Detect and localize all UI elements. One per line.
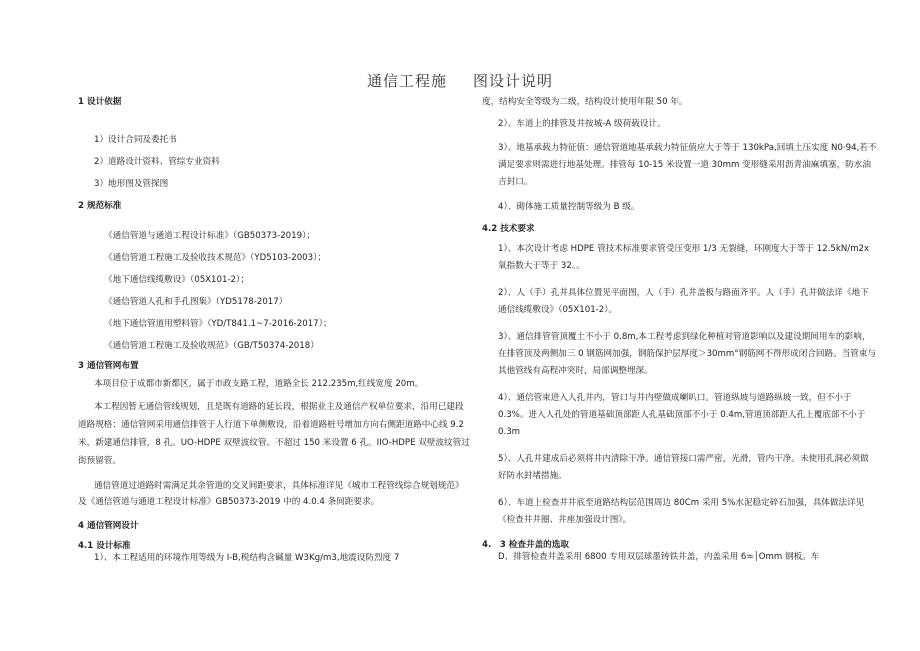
paragraph: 2）道路设计资料、管综专业资料 [94,157,220,167]
paragraph: 1）设计合同及委托书 [94,135,177,145]
section-heading: 4 通信管网设计 [78,521,139,531]
paragraph: 通信管道过道路时需满足其余管道的交叉间距要求，具体标准详见《城市工程管线综合规划规范》及《通信管道与通道工程设计标准》GB50373-2019 中的 4.0.4 条间距要求。 [78,481,464,507]
right-column [482,96,877,563]
paragraph: D、排管检查井盖采用 6800 专用双层球墨铸铁井盖，内盖采用 6=│Omm 钢板。车 [498,552,820,562]
title-right: 图设计说明 [473,72,554,90]
paragraph: 《通信管道工程施工及验收规范》（GB/T50374-2018） [104,341,319,351]
page-title [0,70,920,91]
paragraph: 《通信管道人孔和手孔图集》（YD5178-2017） [104,297,288,307]
paragraph: 1）、本工程适用的环境作用等级为 I-B,税结构含碱量 W3Kg/m3,地震设防烈度 7 [94,553,400,563]
paragraph: 本工程因暂无通信管线规划，且是既有道路的延长段，根据业主及通信产权单位要求，沿用已建段道路规格：通信管网采用通信排管于人行道下单侧敷设，沿着道路桩号增加方向右侧距道路中心线 9.2 米，新建通信排管，8 孔。UO-HDPE 双壁波纹管。不超过 150 米设置 6 孔。IIO-HDPE 双壁波纹管过街预留管。 [78,402,470,466]
title-left: 通信工程施 [366,72,447,90]
paragraph: 3）、通信排管管顶覆土不小于 0.8m,本工程考虑到绿化种植对管道影响以及建设期间用车的影响，在排管顶及两侧加三 0 钢筋网加强，钢筋保护层厚度＞30mm°钢筋网不得形成闭合回路。当管束与其他管线有高程冲突时，局部调整埋深。 [498,332,877,376]
paragraph: 3）地形图及管探图 [94,179,169,189]
paragraph: 《通信管道工程施工及验收技术规范》（YD5103-2003）； [104,253,326,263]
paragraph: 《通信管道与通道工程设计标准》（GB50373-2019）； [104,231,315,241]
section-heading: 1 设计依据 [78,97,122,107]
paragraph: 《地下通信线缆敷设》（05X101-2）； [104,275,249,285]
paragraph: 2）、车道上的排管及井按城-A 级荷载设计。 [498,119,666,129]
paragraph: 《地下通信管道用塑料管》（YD/T841.1~7-2016-2017）； [104,319,332,329]
section-heading: 2 规范标准 [78,201,122,211]
paragraph: 4）、砌体施工质量控制等级为 B 级。 [498,202,640,212]
paragraph: 2）、人（手）孔井具体位置见平面图，人（手）孔井盖板与路面齐平。人（手）孔井做法详《地下通信线缆敷设》（05X101-2）。 [498,288,869,315]
paragraph: 3）、地基承载力特征值：通信管道地基承载力特征值应大于等于 130kPa,回填土压实度 N0·94,若不满足要求则需进行地基处理。排管每 10-15 米设置一道 30mm 变形缝采用沥青油麻填塞，防水油吉封口。 [498,143,877,187]
paragraph: 5）、人孔井建成后必须将井内清除干净。通信管接口需严密，光滑，管内干净。未使用孔洞必须做好防水封堵措施。 [498,454,869,481]
paragraph: 4）、通信管束进入人孔井内，管口与井内壁做成喇叭口。管道纵坡与道路纵坡一致，但不小于 0.3%。进入人孔处的管道基础顶部距人孔基础顶部不小于 0.4m,管道顶部距人孔上覆底部不小于 0.3m [498,393,866,437]
section-heading: 3 通信管网布置 [78,361,139,371]
paragraph: 6）、车道上检查井井底至道路结构层范围周边 80Cm 采用 5%水泥稳定碎石加强，具体做法详见《检查井井圈、井座加强设计图》。 [498,498,865,525]
paragraph: 度，结构安全等级为二级，结构设计使用年限 50 年。 [482,97,688,107]
section-heading: 4. 3 检查井盖的选取 [482,540,569,550]
left-column [78,96,470,564]
section-heading: 4.1 设计标准 [78,541,131,551]
paragraph: 1）、本次设计考虑 HDPE 管技术标准要求管受压变形 1/3 无裂缝，环刚度大于等于 12.5kN/m2x 氧指数大于等于 32。。 [498,244,870,271]
paragraph: 本项目位于成都市新都区，属于市政支路工程，道路全长 212.235m,红线宽度 20m。 [94,379,424,389]
section-heading: 4.2 技术要求 [482,224,535,234]
